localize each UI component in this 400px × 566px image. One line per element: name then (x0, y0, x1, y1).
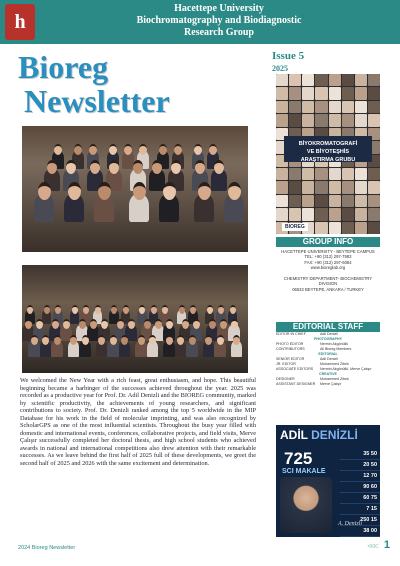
cover-tile (355, 195, 367, 207)
photo-person-head (190, 305, 196, 314)
cover-tile (302, 168, 314, 180)
cover-tile (302, 195, 314, 207)
cover-tile (302, 208, 314, 220)
poster-portrait (280, 477, 332, 533)
cover-tile (368, 208, 380, 220)
photo-person-head (117, 319, 124, 329)
poster-stat: 20 50 (340, 460, 380, 471)
cover-tile (329, 74, 341, 86)
cover-tile (368, 222, 380, 234)
photo-person-head (31, 335, 38, 345)
photo-person-head (111, 305, 117, 314)
cover-tile (355, 87, 367, 99)
cover-band-line-3: ARAŞTIRMA GRUBU (300, 157, 356, 163)
cover-tile (289, 87, 301, 99)
header-line-1: Hacettepe University (174, 3, 264, 14)
cover-tile (342, 114, 354, 126)
cover-tile (342, 74, 354, 86)
photo-person-head (54, 335, 61, 345)
photo-person-head (95, 305, 101, 314)
photo-person-head (79, 319, 86, 329)
photo-person-head (82, 335, 89, 345)
cover-tile (368, 114, 380, 126)
cover-tile (355, 114, 367, 126)
photo-person-head (109, 144, 117, 155)
group-photo-new-year (22, 126, 248, 252)
cover-tile (355, 101, 367, 113)
poster-stat: 90 60 (340, 482, 380, 493)
cover-tile (342, 181, 354, 193)
footer-label: 2024 Bioreg Newsletter (18, 545, 76, 551)
issue-info (272, 46, 304, 73)
cover-tile (329, 101, 341, 113)
header-line-2: Biochromatography and Biodiagnostic (136, 15, 302, 26)
photo-person-head (42, 335, 49, 345)
photo-person-head (152, 160, 162, 174)
cover-band-line-1: BİYOKROMATOGRAFİ (298, 141, 358, 147)
photo-person-head (151, 305, 157, 314)
staff-role: ASSOCIATE EDITORS (276, 367, 314, 371)
cover-tile (342, 208, 354, 220)
photo-person-head (193, 319, 200, 329)
photo-person-head (166, 319, 173, 329)
photo-person-head (149, 335, 156, 345)
cover-tile (289, 181, 301, 193)
staff-role: PHOTO EDITOR (276, 342, 304, 346)
staff-row (276, 382, 380, 387)
group-info-line: 06532 BEYTEPE, ANKARA / TURKEY (292, 286, 364, 292)
staff-role: SENIOR EDITOR (276, 357, 305, 361)
staff-group-title: PHOTOGRAPHY (313, 337, 343, 341)
staff-role: EDITOR IN CHIEF (276, 332, 306, 336)
title-line-1: Bioreg (18, 49, 109, 85)
photo-person-head (179, 305, 185, 314)
photo-person-head (38, 182, 51, 200)
cover-tile (302, 114, 314, 126)
cover-tile (302, 101, 314, 113)
photo-person-head (174, 144, 182, 155)
footer-arrows-icon: <<< (367, 541, 377, 551)
cover-tile (355, 208, 367, 220)
issue-number: Issue 5 (272, 50, 305, 62)
group-info-line: FAX: +90 (312) 297-6084 (304, 259, 352, 265)
photo-person-head (25, 319, 32, 329)
poster-label: SCI MAKALE (282, 468, 326, 475)
cover-tile (368, 181, 380, 193)
photo-person-head (90, 319, 97, 329)
group-info-block (276, 249, 380, 292)
cover-tile (368, 74, 380, 86)
staff-name: Nermin Akgönüllü, Merve Çalışır (320, 367, 372, 371)
cover-tile (315, 168, 327, 180)
cover-tile (276, 74, 288, 86)
photo-person-head (159, 144, 167, 155)
cover-tile (315, 208, 327, 220)
cover-tile (329, 208, 341, 220)
photo-person-head (109, 160, 119, 174)
cover-tile (342, 101, 354, 113)
cover-tile (276, 114, 288, 126)
group-info-line: HACETTEPE UNIVERSITY - BEYTEPE CAMPUS (281, 249, 375, 254)
photo-person-head (138, 335, 145, 345)
cover-tile (342, 87, 354, 99)
cover-tile (329, 195, 341, 207)
photo-person-head (52, 319, 59, 329)
cover-tile (355, 74, 367, 86)
photo-person-head (124, 144, 132, 155)
staff-role: DESIGNER (276, 377, 295, 381)
newsletter-title (18, 50, 170, 118)
page-number: 1 (383, 539, 390, 551)
university-logo (5, 4, 35, 40)
photo-person-head (55, 305, 61, 314)
photo-person-head (194, 144, 202, 155)
staff-name: Muhammed Zibek (320, 362, 349, 366)
photo-person-head (228, 182, 241, 200)
photo-person-head (171, 160, 181, 174)
photo-person-head (110, 335, 117, 345)
cover-tile (368, 195, 380, 207)
cover-tile (276, 195, 288, 207)
group-photo-event (22, 265, 248, 373)
cover-tile (315, 195, 327, 207)
cover-tile (302, 181, 314, 193)
photo-person-head (74, 144, 82, 155)
cover-title-band (284, 136, 372, 162)
title-line-2: Newsletter (24, 83, 170, 119)
photo-person-head (162, 305, 168, 314)
photo-person-head (83, 305, 89, 314)
staff-name: Adil Denizli (320, 332, 338, 336)
photo-person-head (233, 335, 240, 345)
photo-person-head (133, 182, 146, 200)
cover-tile (289, 208, 301, 220)
cover-tile (276, 168, 288, 180)
cover-tile (276, 101, 288, 113)
cover-tile (315, 181, 327, 193)
header-line-3: Research Group (184, 27, 254, 38)
staff-name: Muhammed Zibek (320, 377, 349, 381)
photo-person-head (128, 319, 135, 329)
cover-tile (315, 222, 327, 234)
cover-tile (355, 222, 367, 234)
poster-stat: 35 50 (340, 449, 380, 460)
group-info-line: www.bioreglab.org (310, 265, 346, 271)
poster-name (280, 428, 358, 442)
poster-stat: 250 15 (340, 515, 380, 526)
group-info-line: TEL: +90 (312) 297-7983 (304, 254, 352, 260)
cover-tile (368, 101, 380, 113)
photo-person-head (218, 305, 224, 314)
photo-person-head (47, 160, 57, 174)
header-banner (0, 0, 400, 44)
photo-person-head (166, 335, 173, 345)
cover-tile (342, 195, 354, 207)
cover-tile (329, 168, 341, 180)
cover-tile (315, 101, 327, 113)
photo-person-head (214, 160, 224, 174)
photo-person-head (101, 319, 108, 329)
photo-person-head (70, 335, 77, 345)
cover-tile (368, 87, 380, 99)
photo-person-head (155, 319, 162, 329)
cover-tile (289, 168, 301, 180)
staff-name: Merve Çalışır (320, 382, 342, 386)
cover-tile (329, 114, 341, 126)
staff-name: Adil Denizli (320, 357, 338, 361)
cover-tile (329, 181, 341, 193)
photo-person-head (27, 305, 33, 314)
photo-person-head (139, 144, 147, 155)
cover-tile (342, 222, 354, 234)
photo-person-head (63, 319, 70, 329)
cover-tile (302, 74, 314, 86)
poster-stat: 12 70 (340, 471, 380, 482)
photo-person-head (54, 144, 62, 155)
photo-person-head (98, 182, 111, 200)
photo-person-head (44, 305, 50, 314)
cover-tile (289, 101, 301, 113)
photo-person-head (98, 335, 105, 345)
staff-group-title: CREATIVE (319, 372, 337, 376)
group-cover-image (276, 74, 380, 234)
poster-stat: 7 15 (340, 504, 380, 515)
staff-role: CONTRIBUTORS (276, 347, 305, 351)
photo-person-head (230, 305, 236, 314)
cover-band-line-2: VE BİYOTEŞHİS (306, 149, 350, 155)
photo-person-head (68, 182, 81, 200)
cover-tile (302, 87, 314, 99)
cover-tile (289, 114, 301, 126)
poster-count: 725 (284, 449, 313, 468)
photo-person-head (144, 319, 151, 329)
poster-stat: 60 75 (340, 493, 380, 504)
cover-tile (276, 181, 288, 193)
photo-person-head (209, 319, 216, 329)
poster-stat: 38 00 (340, 526, 380, 537)
staff-role: ASSISTANT DESIGNER (276, 382, 316, 386)
photo-person-head (89, 144, 97, 155)
cover-tile (315, 74, 327, 86)
editorial-staff-block (276, 332, 380, 387)
editorial-staff-heading: EDITORIAL STAFF (276, 322, 380, 332)
photo-person-head (220, 319, 227, 329)
photo-person-head (163, 182, 176, 200)
photo-person-head (217, 335, 224, 345)
cover-tile (329, 222, 341, 234)
cover-tile (289, 74, 301, 86)
issue-year: 2025 (272, 64, 288, 73)
photo-person-head (72, 305, 78, 314)
poster-signature: A. Denizli (338, 521, 362, 527)
photo-person-head (207, 305, 213, 314)
staff-group-title: EDITORIAL (318, 352, 338, 356)
cover-tile (368, 168, 380, 180)
photo-person-head (205, 335, 212, 345)
achievement-poster (276, 425, 380, 537)
cover-tile (342, 168, 354, 180)
cover-tile (315, 87, 327, 99)
cover-tile (355, 181, 367, 193)
cover-tile (315, 114, 327, 126)
cover-tag: BIOREG (282, 223, 308, 231)
logo-letter: h (14, 10, 26, 33)
staff-name: All Bioreg Members (320, 347, 352, 351)
photo-person-head (36, 319, 43, 329)
photo-person-head (198, 182, 211, 200)
photo-person-head (195, 160, 205, 174)
poster-first-name: ADİL (280, 428, 308, 442)
cover-tile (289, 195, 301, 207)
photo-person-head (66, 160, 76, 174)
poster-last-name: DENİZLİ (311, 428, 358, 442)
article-body: We welcomed the New Year with a rich feast, great enthusiasm, and hope. This beautiful beginning became a harbinger of the successes achieved throughout the year. 2025 was recorded as a productive year for Prof. Dr. Adil Denizli and the BIOREG community, marked by scientific productivity, the achievements of young researchers, and significant contributions to society. Prof. Dr. Denizli ranked among the top 5 worldwide in the MIP Database for his work in the field of molecular imprinting, and was also recognized by ScholarGPS as one of the most influential scientists. Throughout the busy year filled with domestic and international events, conferences, collaborative projects, and field visits, Merve Çalışır successfully completed her doctoral thesis, and high school students who achieved awards in national and international competitions also drew attention with their remarkable successes. As we leave behind the first half of 2025 full of these developments, we greet the second half of 2025 and 2026 with the same excitement and determination. (20, 377, 256, 467)
staff-role: JR. EDITOR (276, 362, 296, 366)
photo-person-head (123, 305, 129, 314)
cover-tile (329, 87, 341, 99)
photo-person-head (189, 335, 196, 345)
photo-person-head (133, 160, 143, 174)
photo-person-head (177, 335, 184, 345)
photo-person-head (231, 319, 238, 329)
photo-person-head (121, 335, 128, 345)
cover-tile (276, 208, 288, 220)
photo-person-head (182, 319, 189, 329)
photo-person-head (139, 305, 145, 314)
staff-name: Nermin Akgönüllü (320, 342, 349, 346)
photo-person-head (90, 160, 100, 174)
group-info-heading: GROUP INFO (276, 237, 380, 247)
cover-tile (355, 168, 367, 180)
photo-person-head (209, 144, 217, 155)
header-title (38, 3, 400, 39)
group-info-line: CHEMISTRY DEPARTMENT- BIOCHEMISTRY DIVISION (283, 276, 373, 287)
cover-tile (276, 87, 288, 99)
